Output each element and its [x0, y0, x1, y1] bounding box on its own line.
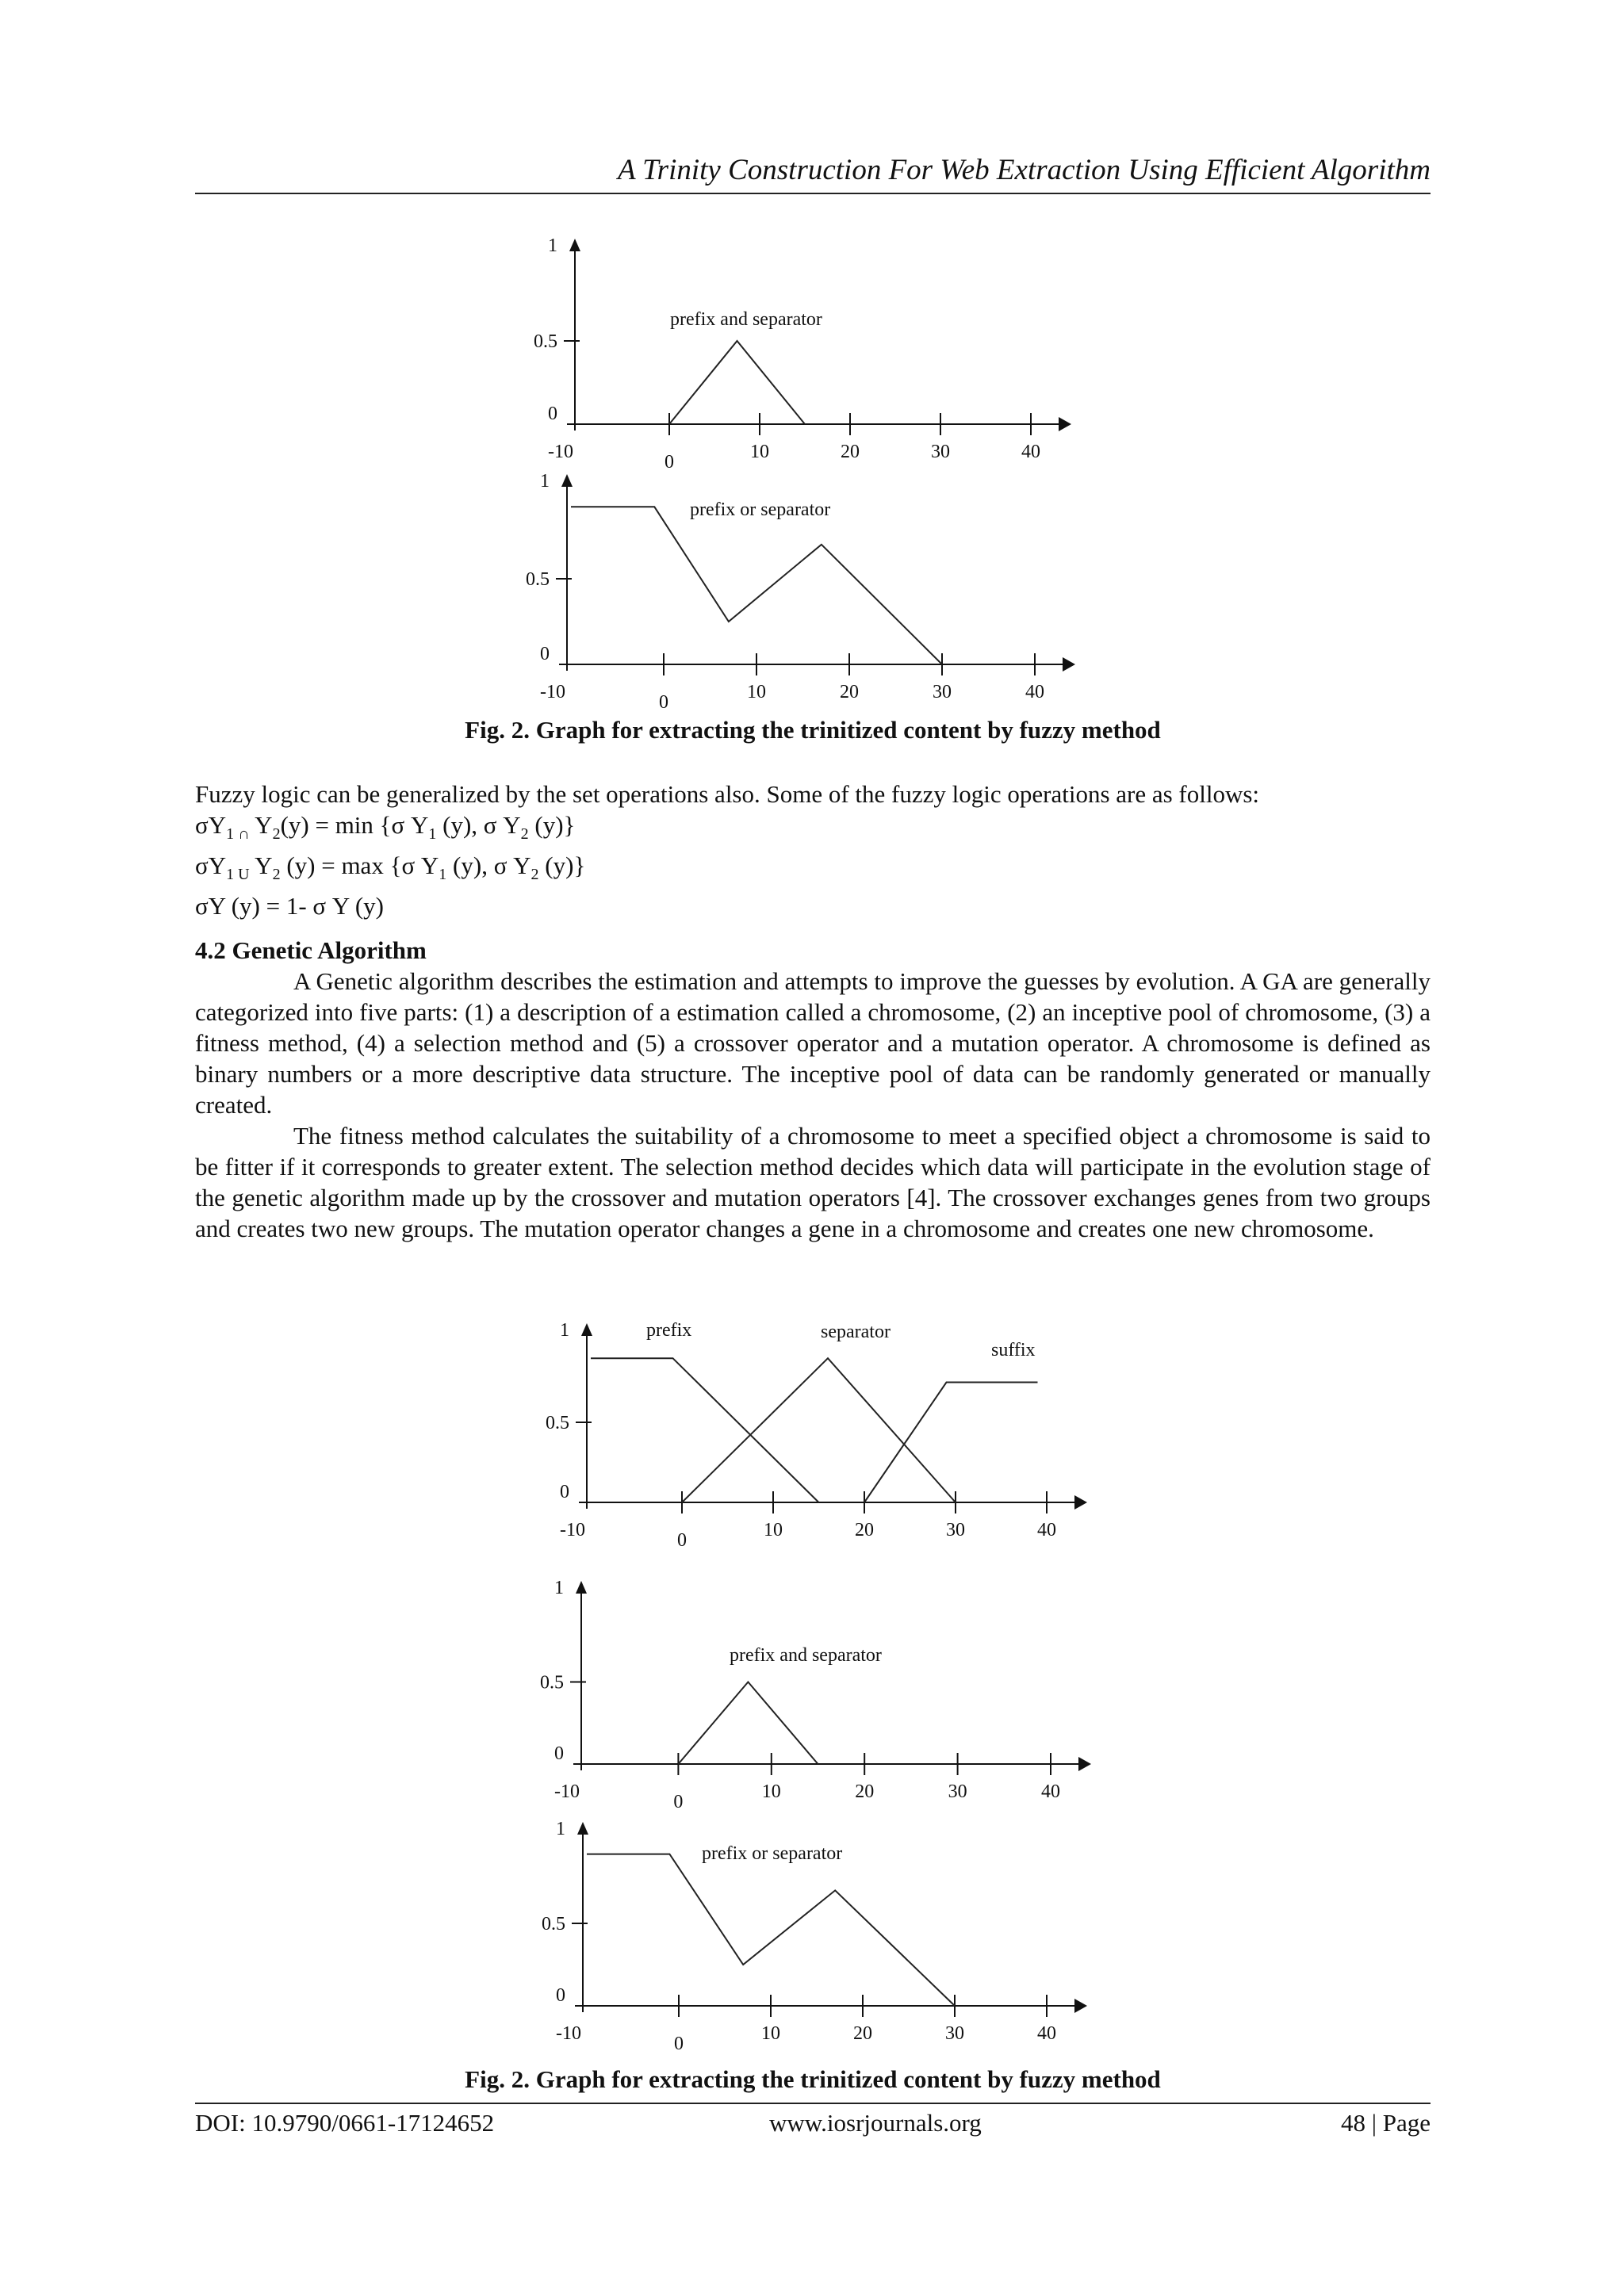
- chart-svg: [523, 1312, 1110, 1554]
- x-tick-label: 0: [659, 692, 668, 713]
- y-tick-label: 0.5: [526, 569, 550, 590]
- x-tick-label: -10: [548, 442, 573, 462]
- x-tick-label: -10: [560, 1520, 585, 1540]
- y-tick-label: 1: [554, 1578, 564, 1598]
- op-mid: Y: [249, 851, 273, 880]
- x-tick-label: 10: [750, 442, 769, 462]
- section-heading: 4.2 Genetic Algorithm: [195, 936, 427, 964]
- x-tick-label: 40: [1021, 442, 1040, 462]
- chart-svg: [519, 1570, 1106, 1812]
- x-tick-label: 20: [840, 682, 859, 702]
- x-tick-label: -10: [554, 1781, 580, 1802]
- x-tick-label: 30: [948, 1781, 967, 1802]
- x-tick-label: 30: [945, 2023, 964, 2044]
- op-sub: 2: [530, 866, 539, 884]
- y-tick-label: 1: [548, 235, 557, 256]
- op-rhs-mid: (y), σ Y: [436, 811, 521, 839]
- op-mid: Y: [249, 811, 273, 839]
- footer-page-number: 48 | Page: [1341, 2109, 1431, 2137]
- x-tick-label: 30: [946, 1520, 965, 1540]
- series-label: prefix and separator: [670, 309, 822, 330]
- y-tick-label: 0.5: [534, 331, 557, 352]
- op-rhs: (y) = min {σ Y: [280, 811, 429, 839]
- fuzzy-ops-block: [195, 779, 1431, 921]
- op-sub: 1 U: [226, 866, 250, 884]
- op-sub: 1: [428, 825, 437, 844]
- y-tick-label: 0: [540, 644, 550, 664]
- figure-bottom-caption: Fig. 2. Graph for extracting the trinitized content by fuzzy method: [465, 2065, 1161, 2093]
- fuzzy-intro: Fuzzy logic can be generalized by the set operations also. Some of the fuzzy logic operations are as follows:: [195, 780, 1260, 808]
- footer-rule: [195, 2103, 1431, 2104]
- op-sub: 1 ∩: [226, 825, 250, 844]
- x-tick-label: 30: [933, 682, 952, 702]
- op-rhs-end: (y)}: [538, 851, 586, 880]
- series-line-prefix-and-separator: [669, 341, 805, 424]
- figure-bottom-panel-and: [519, 1570, 1106, 1812]
- op-lhs: σY: [195, 851, 227, 880]
- paragraph: A Genetic algorithm describes the estimation and attempts to improve the guesses by evolution. A GA are generally categorized into five parts: (1) a description of a estimation called a chromosome, (2) an inceptive pool of chromosome, (3) a fitness method, (4) a selection method and (5) a crossover operator and a mutation operator. A chromosome is defined as binary numbers or a more descriptive data structure. The inceptive pool of data can be randomly generated or manually created.: [195, 967, 1431, 1119]
- series-line-suffix: [864, 1383, 1038, 1503]
- op-sub: 2: [272, 825, 281, 844]
- x-tick-label: 10: [764, 1520, 783, 1540]
- op-sub: 2: [272, 866, 281, 884]
- y-tick-label: 0.5: [546, 1413, 569, 1433]
- fuzzy-op-complement: σY (y) = 1- σ Y (y): [195, 892, 384, 920]
- y-axis-arrow: [576, 1581, 587, 1594]
- y-tick-label: 1: [556, 1819, 565, 1839]
- y-tick-label: 1: [560, 1320, 569, 1341]
- y-tick-label: 1: [540, 471, 550, 492]
- series-line-prefix-or-separator: [587, 1854, 955, 2006]
- op-rhs: (y) = max {σ Y: [280, 851, 439, 880]
- fuzzy-op-union: [195, 850, 1431, 890]
- series-label: separator: [821, 1322, 891, 1342]
- x-tick-label: 40: [1041, 1781, 1060, 1802]
- x-tick-label: 0: [674, 2034, 684, 2054]
- op-rhs-mid: (y), σ Y: [446, 851, 531, 880]
- y-tick-label: 0.5: [542, 1914, 565, 1934]
- x-tick-label: 0: [677, 1530, 687, 1551]
- x-tick-label: 40: [1037, 2023, 1056, 2044]
- figure-top-panel-and: [508, 226, 1094, 473]
- series-label: prefix and separator: [730, 1645, 882, 1666]
- x-tick-label: 10: [747, 682, 766, 702]
- x-tick-label: 20: [853, 2023, 872, 2044]
- section-body: [195, 966, 1431, 1244]
- x-axis-arrow: [1074, 1999, 1087, 2013]
- x-tick-label: 0: [665, 452, 674, 473]
- x-tick-label: 20: [841, 442, 860, 462]
- fuzzy-op-intersection: [195, 809, 1431, 850]
- y-tick-label: 0.5: [540, 1672, 564, 1693]
- x-axis-arrow: [1063, 657, 1075, 672]
- y-axis-arrow: [561, 474, 573, 487]
- op-sub: 1: [439, 866, 447, 884]
- chart-svg: [508, 226, 1094, 473]
- chart-svg: [519, 1816, 1106, 2053]
- y-axis-arrow: [577, 1822, 588, 1835]
- op-rhs-end: (y)}: [528, 811, 576, 839]
- x-tick-label: 30: [931, 442, 950, 462]
- x-axis-arrow: [1059, 417, 1071, 431]
- figure-top-caption: Fig. 2. Graph for extracting the trinitized content by fuzzy method: [465, 716, 1161, 744]
- op-sub: 2: [520, 825, 529, 844]
- x-tick-label: 10: [761, 1781, 781, 1802]
- x-tick-label: -10: [556, 2023, 581, 2044]
- y-tick-label: 0: [560, 1482, 569, 1502]
- footer-site: www.iosrjournals.org: [769, 2109, 982, 2137]
- series-label: prefix or separator: [690, 499, 831, 520]
- y-axis-arrow: [569, 239, 580, 251]
- paragraph: The fitness method calculates the suitability of a chromosome to meet a specified object a chromosome is said to be fitter if it corresponds to greater extent. The selection method decides which data will participate in the evolution stage of the genetic algorithm made up by the crossover and mutation operators [4]. The crossover exchanges genes from two groups and creates two new groups. The mutation operator changes a gene in a chromosome and creates one new chromosome.: [195, 1122, 1431, 1242]
- y-tick-label: 0: [556, 1985, 565, 2006]
- series-line-prefix-or-separator: [571, 507, 942, 664]
- figure-bottom-panel-or: [519, 1816, 1106, 2053]
- footer-doi: DOI: 10.9790/0661-17124652: [195, 2109, 495, 2137]
- x-axis-arrow: [1078, 1757, 1091, 1771]
- y-tick-label: 0: [548, 404, 557, 424]
- y-axis-arrow: [581, 1323, 592, 1336]
- op-lhs: σY: [195, 811, 227, 839]
- y-tick-label: 0: [554, 1743, 564, 1764]
- x-tick-label: 40: [1025, 682, 1044, 702]
- series-label: prefix or separator: [702, 1843, 843, 1864]
- chart-svg: [508, 468, 1094, 713]
- header-rule: [195, 193, 1431, 194]
- figure-bottom-panel-membership: [523, 1312, 1110, 1554]
- series-label: prefix: [646, 1320, 692, 1341]
- x-tick-label: 40: [1037, 1520, 1056, 1540]
- series-line-prefix-and-separator: [678, 1682, 818, 1765]
- x-tick-label: 20: [855, 1520, 874, 1540]
- running-title: A Trinity Construction For Web Extraction Using Efficient Algorithm: [617, 154, 1431, 186]
- x-tick-label: -10: [540, 682, 565, 702]
- x-tick-label: 20: [855, 1781, 875, 1802]
- x-tick-label: 10: [761, 2023, 780, 2044]
- x-axis-arrow: [1074, 1495, 1087, 1510]
- series-label: suffix: [991, 1340, 1036, 1360]
- x-tick-label: 0: [673, 1792, 684, 1812]
- figure-top-panel-or: [508, 468, 1094, 713]
